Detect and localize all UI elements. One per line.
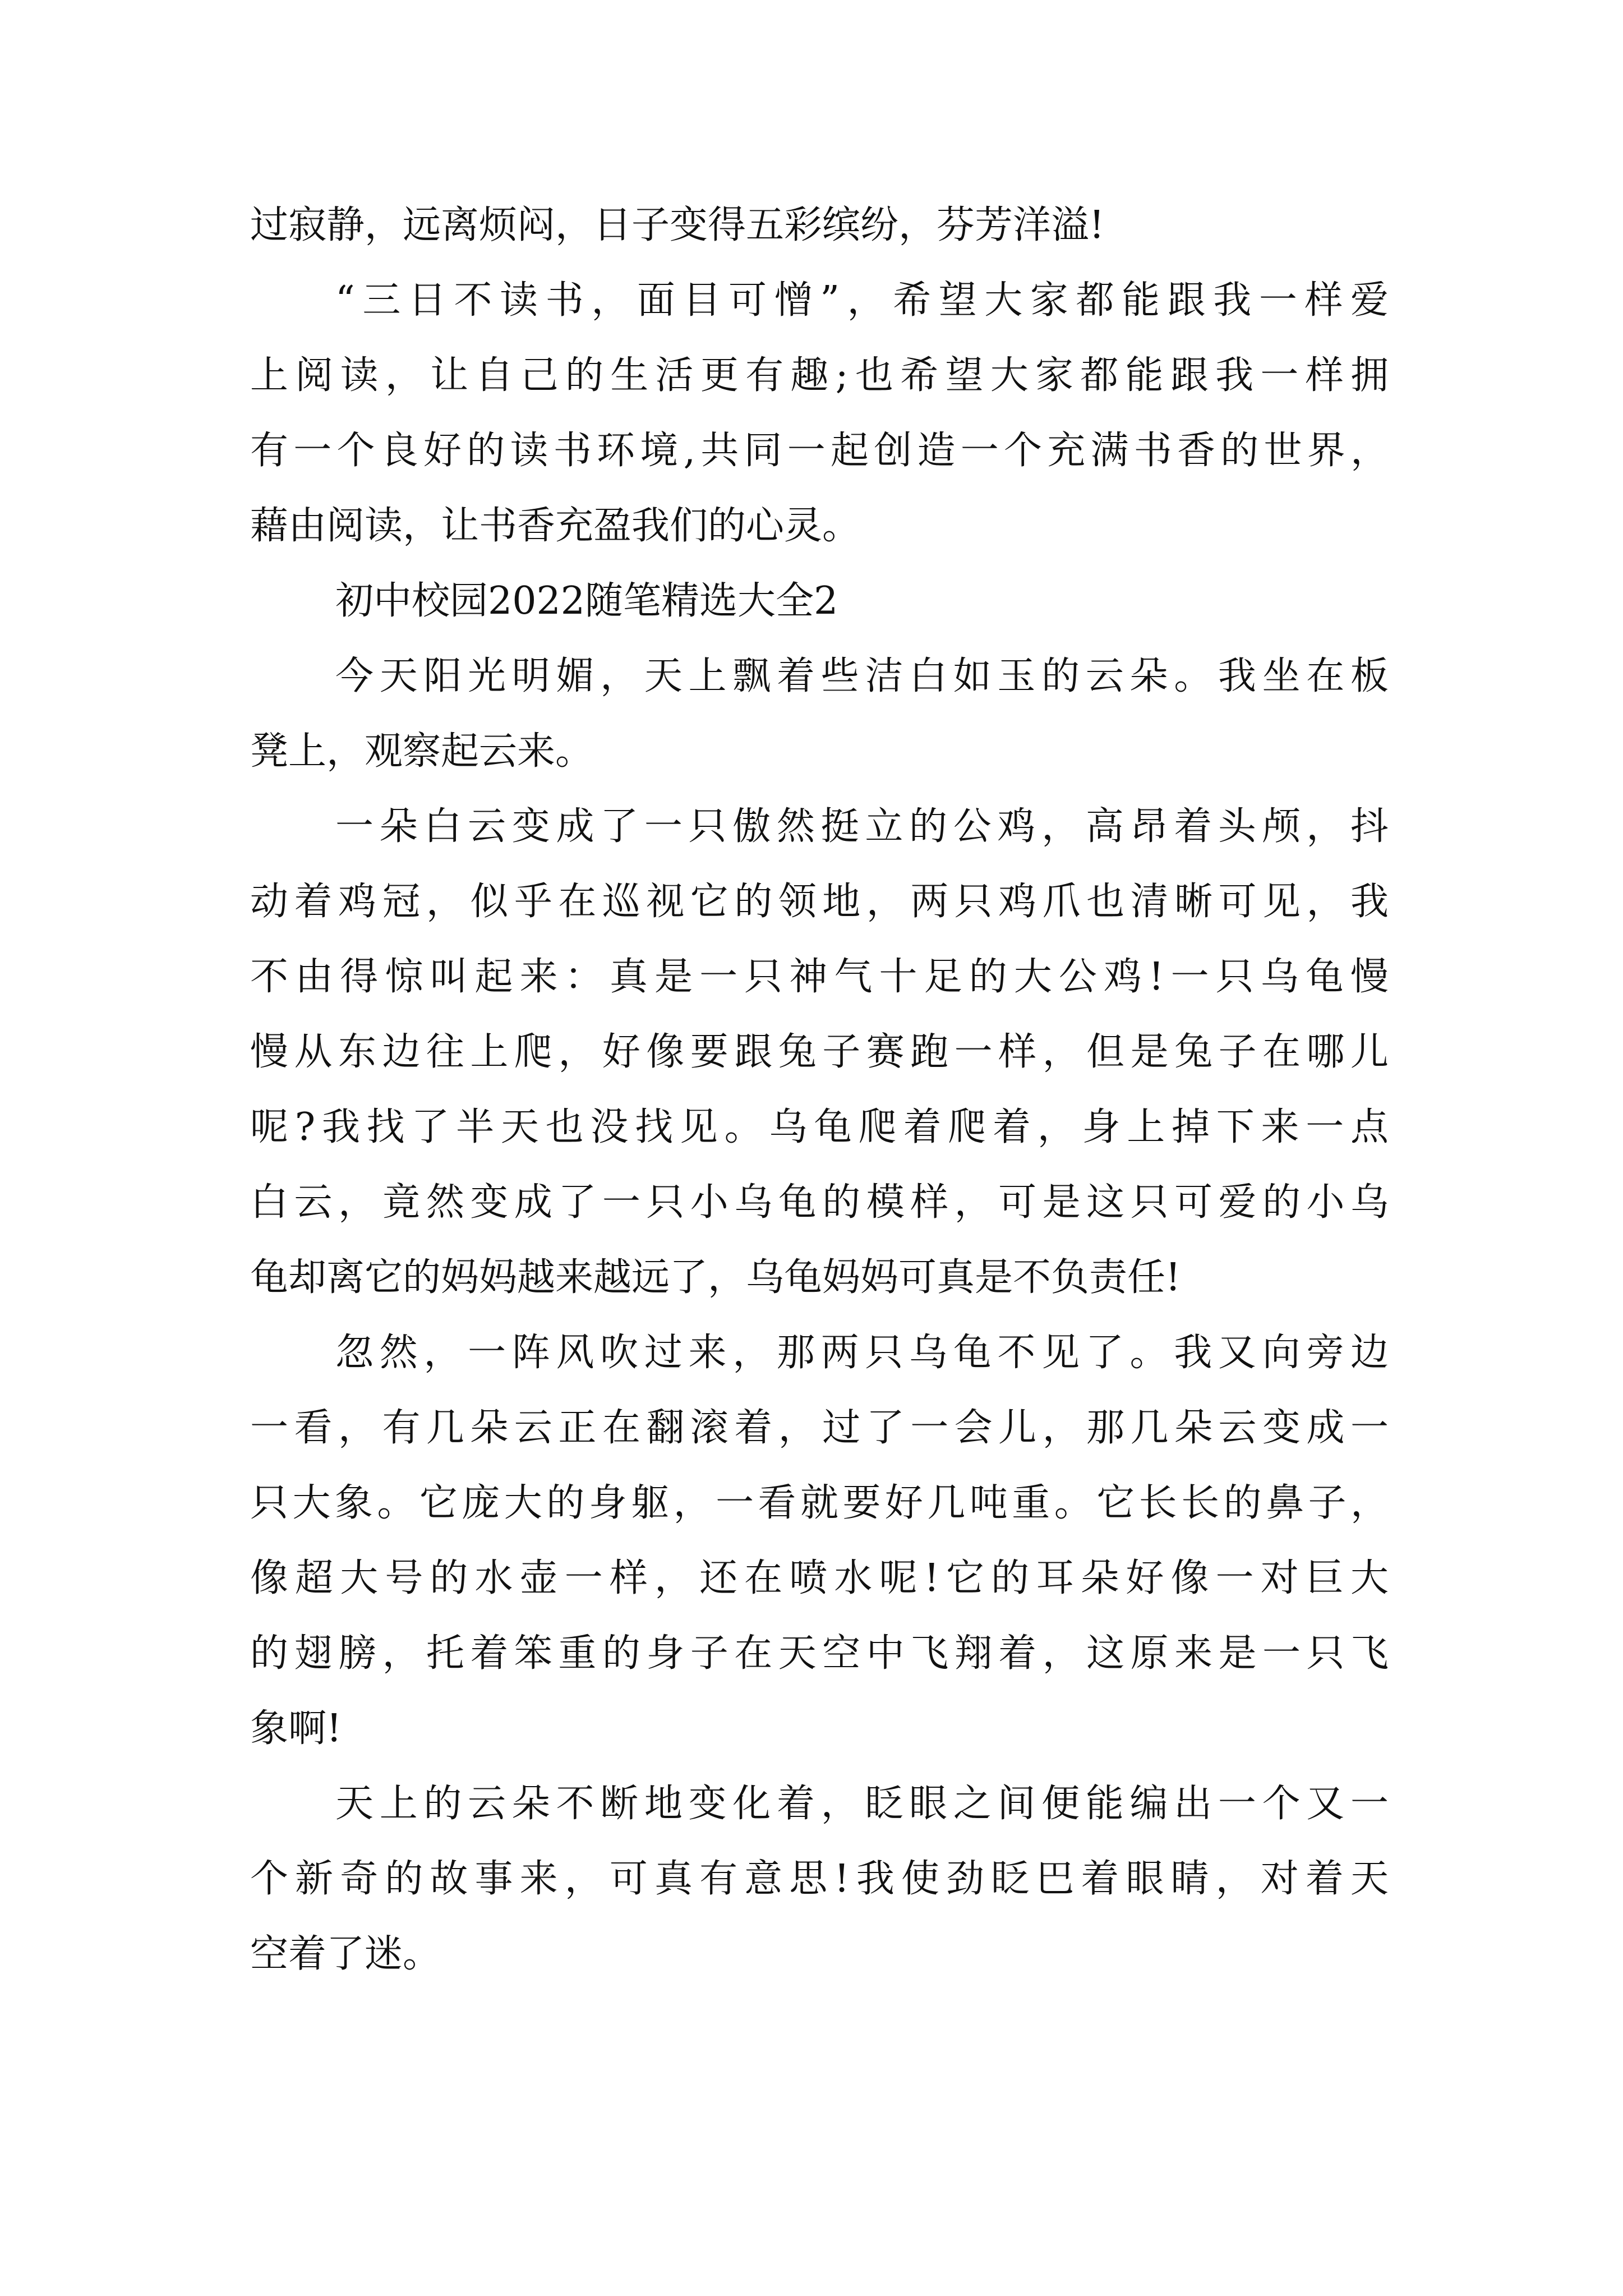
text-line: 白云，竟然变成了一只小乌龟的模样，可是这只可爱的小乌 (250, 1180, 1389, 1225)
text-line: 的翅膀，托着笨重的身子在天空中飞翔着，这原来是一只飞 (250, 1631, 1389, 1676)
text-line: 天上的云朵不断地变化着，眨眼之间便能编出一个又一 (335, 1782, 1389, 1826)
text-line: 个新奇的故事来，可真有意思!我使劲眨巴着眼睛，对着天 (250, 1857, 1389, 1901)
section-heading: 初中校园2022随笔精选大全2 (335, 579, 838, 623)
text-line: 慢从东边往上爬，好像要跟兔子赛跑一样，但是兔子在哪儿 (250, 1030, 1389, 1074)
text-line: 忽然，一阵风吹过来，那两只乌龟不见了。我又向旁边 (335, 1331, 1389, 1375)
text-line: 过寂静，远离烦闷，日子变得五彩缤纷，芬芳洋溢! (250, 203, 1105, 247)
document-body (250, 188, 1389, 1992)
text-line: 只大象。它庞大的身躯，一看就要好几吨重。它长长的鼻子， (250, 1481, 1389, 1525)
text-line: 上阅读，让自己的生活更有趣;也希望大家都能跟我一样拥 (250, 353, 1389, 398)
text-line: 今天阳光明媚，天上飘着些洁白如玉的云朵。我坐在板 (335, 654, 1389, 698)
text-line: 有一个良好的读书环境,共同一起创造一个充满书香的世界， (250, 429, 1389, 473)
text-line: 象啊! (250, 1706, 342, 1751)
text-line: “三日不读书，面目可憎”，希望大家都能跟我一样爱 (335, 278, 1389, 323)
text-line: 空着了迷。 (250, 1932, 441, 1976)
text-line: 藉由阅读，让书香充盈我们的心灵。 (250, 504, 861, 548)
text-line: 不由得惊叫起来：真是一只神气十足的大公鸡!一只乌龟慢 (250, 955, 1389, 999)
text-line: 动着鸡冠，似乎在巡视它的领地，两只鸡爪也清晰可见，我 (250, 880, 1389, 924)
text-line: 像超大号的水壶一样，还在喷水呢!它的耳朵好像一对巨大 (250, 1556, 1389, 1600)
text-line: 龟却离它的妈妈越来越远了，乌龟妈妈可真是不负责任! (250, 1255, 1181, 1300)
text-line: 呢?我找了半天也没找见。乌龟爬着爬着，身上掉下来一点 (250, 1105, 1389, 1149)
text-line: 凳上，观察起云来。 (250, 729, 594, 774)
text-line: 一朵白云变成了一只傲然挺立的公鸡，高昂着头颅，抖 (335, 804, 1389, 849)
text-line: 一看，有几朵云正在翻滚着，过了一会儿，那几朵云变成一 (250, 1406, 1389, 1450)
